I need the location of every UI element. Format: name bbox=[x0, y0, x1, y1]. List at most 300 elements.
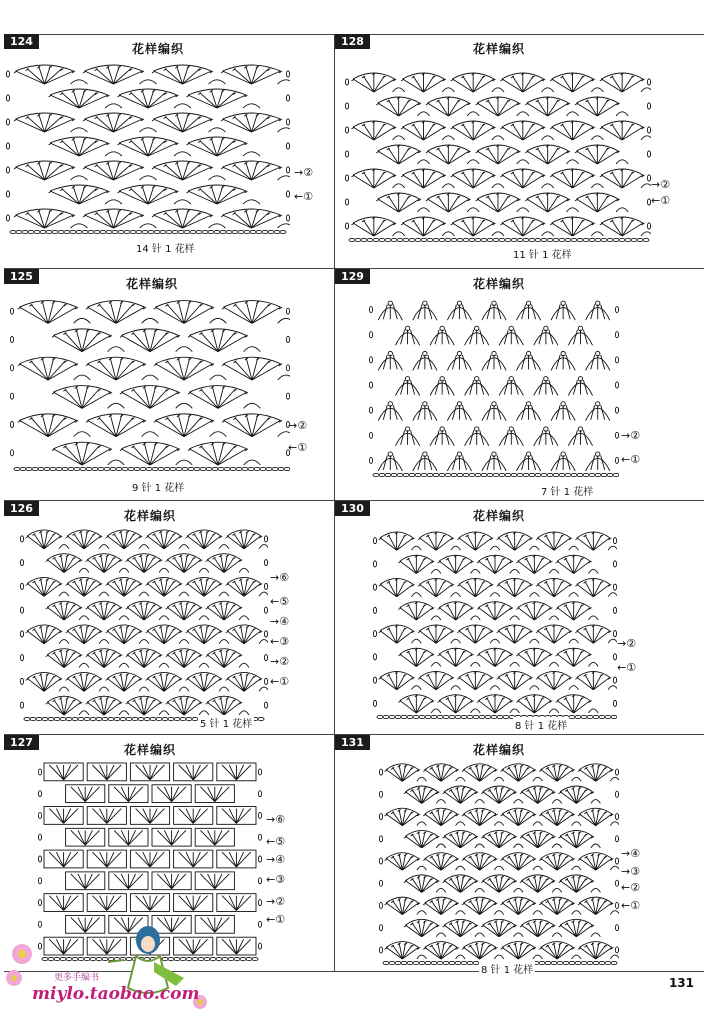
dc-stitch bbox=[223, 167, 252, 180]
dc-stitch bbox=[353, 79, 374, 92]
dc-stitch bbox=[49, 809, 63, 824]
dc-stitch bbox=[184, 420, 213, 436]
fan-arc bbox=[154, 113, 212, 119]
chain-stitch bbox=[40, 230, 46, 233]
dc-stitch bbox=[418, 455, 422, 470]
chain-stitch bbox=[108, 717, 114, 720]
dc-stitch bbox=[478, 561, 495, 573]
fan-arc bbox=[227, 672, 261, 678]
dc-stitch bbox=[107, 852, 114, 867]
turning-chain bbox=[345, 103, 348, 109]
chain-arch bbox=[79, 711, 89, 715]
dc-stitch bbox=[374, 124, 384, 140]
dc-stitch bbox=[150, 392, 179, 408]
chain-stitch bbox=[631, 238, 637, 241]
chain-arch bbox=[179, 640, 189, 644]
turning-chain bbox=[369, 432, 372, 438]
turning-chain bbox=[258, 856, 261, 862]
crochet-chart bbox=[335, 735, 619, 975]
row-label: →④ bbox=[621, 847, 641, 860]
chain-arch bbox=[510, 709, 520, 713]
dc-stitch bbox=[400, 561, 417, 573]
crochet-chart bbox=[335, 501, 617, 729]
chain-arch bbox=[140, 224, 157, 228]
dc-stitch bbox=[573, 79, 594, 92]
chain-arch bbox=[179, 545, 189, 549]
chain-stitch bbox=[449, 715, 455, 718]
chain-stitch bbox=[415, 238, 421, 241]
dc-stitch bbox=[183, 119, 212, 132]
chain-stitch bbox=[104, 467, 110, 470]
chain-stitch bbox=[272, 467, 278, 470]
dc-stitch bbox=[452, 305, 456, 320]
dc-stitch bbox=[100, 896, 107, 911]
chain-stitch bbox=[36, 717, 42, 720]
chain-stitch bbox=[463, 238, 469, 241]
chain-arch bbox=[533, 822, 542, 826]
dc-stitch bbox=[399, 199, 420, 212]
dc-stitch bbox=[601, 405, 605, 420]
dc-stitch bbox=[114, 71, 143, 84]
fan-arc bbox=[155, 414, 212, 421]
fan-arc bbox=[579, 853, 611, 859]
fan-arc bbox=[121, 442, 178, 449]
dc-stitch bbox=[498, 538, 515, 550]
chain-stitch bbox=[425, 961, 431, 964]
chain-stitch bbox=[148, 230, 154, 233]
chain-stitch bbox=[188, 467, 194, 470]
turning-chain bbox=[647, 223, 650, 229]
dc-stitch bbox=[107, 896, 121, 911]
chain-stitch bbox=[553, 238, 559, 241]
turning-chain bbox=[615, 791, 618, 797]
chain-stitch bbox=[152, 467, 158, 470]
fan-arc bbox=[425, 853, 457, 859]
dc-stitch bbox=[452, 175, 473, 188]
chain-arch bbox=[475, 844, 484, 848]
dc-stitch bbox=[554, 584, 571, 596]
fan-arc bbox=[521, 786, 553, 792]
dc-stitch bbox=[64, 852, 71, 867]
dc-stitch bbox=[424, 76, 434, 92]
dc-stitch bbox=[400, 654, 417, 666]
dc-stitch bbox=[119, 191, 148, 204]
chain-stitch bbox=[511, 473, 517, 476]
chain-stitch bbox=[529, 473, 535, 476]
dc-stitch bbox=[527, 103, 548, 116]
dc-stitch bbox=[85, 787, 92, 802]
chain-arch bbox=[259, 545, 268, 549]
chain-stitch bbox=[569, 961, 575, 964]
dc-stitch bbox=[518, 701, 535, 713]
turning-chain bbox=[369, 382, 372, 388]
dc-stitch bbox=[601, 127, 622, 140]
chain-arch bbox=[119, 711, 129, 715]
dc-stitch bbox=[188, 95, 217, 108]
dc-stitch bbox=[150, 896, 157, 911]
dc-stitch bbox=[573, 172, 583, 188]
dc-stitch bbox=[397, 538, 414, 550]
dc-stitch bbox=[462, 405, 466, 420]
dc-stitch bbox=[388, 581, 396, 596]
dc-stitch bbox=[143, 852, 150, 867]
dc-stitch bbox=[79, 191, 108, 204]
turning-chain bbox=[258, 878, 261, 884]
chain-arch bbox=[591, 184, 603, 188]
chain-stitch bbox=[487, 473, 493, 476]
panel-title: 花样编织 bbox=[132, 42, 185, 56]
chain-stitch bbox=[469, 473, 475, 476]
dc-stitch bbox=[583, 380, 587, 395]
dc-stitch bbox=[428, 535, 436, 550]
chain-arch bbox=[278, 128, 290, 132]
watermark-url: miylo.taobao.com bbox=[32, 984, 200, 1004]
chain-stitch bbox=[66, 717, 72, 720]
dc-stitch bbox=[506, 674, 514, 689]
turning-chain bbox=[613, 607, 616, 613]
chain-stitch bbox=[385, 238, 391, 241]
fan-arc bbox=[223, 357, 280, 364]
chain-stitch bbox=[132, 717, 138, 720]
chain-stitch bbox=[443, 961, 449, 964]
turning-chain bbox=[10, 422, 13, 428]
fan-arc bbox=[147, 530, 181, 536]
dc-stitch bbox=[577, 677, 594, 689]
chain-stitch bbox=[583, 473, 589, 476]
dc-stitch bbox=[447, 651, 455, 666]
dc-stitch bbox=[452, 127, 473, 140]
fan-arc bbox=[19, 414, 76, 421]
fan-arc bbox=[223, 161, 281, 167]
dc-stitch bbox=[380, 584, 397, 596]
fan-arc bbox=[47, 554, 81, 560]
turning-chain bbox=[6, 143, 9, 149]
fan-arc bbox=[27, 672, 61, 678]
dc-stitch bbox=[566, 305, 570, 320]
dc-stitch bbox=[480, 430, 484, 445]
turning-chain bbox=[613, 561, 616, 567]
chain-stitch bbox=[22, 230, 28, 233]
dc-stitch bbox=[223, 420, 252, 436]
chain-stitch bbox=[593, 961, 599, 964]
chain-stitch bbox=[250, 230, 256, 233]
dc-stitch bbox=[64, 809, 71, 824]
dc-stitch bbox=[49, 852, 63, 867]
dc-stitch bbox=[49, 765, 63, 780]
dc-stitch bbox=[504, 430, 508, 445]
chain-arch bbox=[210, 432, 227, 437]
dc-stitch bbox=[534, 561, 551, 573]
turning-chain bbox=[38, 878, 41, 884]
chain-stitch bbox=[391, 238, 397, 241]
turning-chain bbox=[38, 856, 41, 862]
dc-stitch bbox=[64, 765, 71, 780]
dc-stitch bbox=[552, 127, 573, 140]
dc-stitch bbox=[522, 455, 526, 470]
fan-arc bbox=[119, 137, 177, 143]
chain-stitch bbox=[16, 230, 22, 233]
chain-stitch bbox=[431, 715, 437, 718]
chain-stitch bbox=[164, 467, 170, 470]
dc-stitch bbox=[424, 127, 445, 140]
chain-arch bbox=[59, 545, 69, 549]
dc-stitch bbox=[208, 787, 215, 802]
chain-stitch bbox=[122, 467, 128, 470]
chain-arch bbox=[494, 866, 503, 870]
dc-stitch bbox=[566, 405, 570, 420]
chain-stitch bbox=[206, 467, 212, 470]
dc-stitch bbox=[445, 430, 449, 445]
dc-stitch bbox=[217, 143, 246, 156]
chain-arch bbox=[99, 592, 109, 596]
chain-stitch bbox=[220, 230, 226, 233]
chain-stitch bbox=[70, 230, 76, 233]
chain-arch bbox=[243, 104, 260, 108]
dc-stitch bbox=[539, 330, 543, 345]
dc-stitch bbox=[601, 175, 622, 188]
fan-arc bbox=[579, 942, 611, 948]
dc-stitch bbox=[512, 220, 522, 236]
dc-stitch bbox=[487, 405, 491, 420]
fan-arc bbox=[187, 577, 221, 583]
dc-stitch bbox=[539, 380, 543, 395]
dc-stitch bbox=[150, 765, 157, 780]
turning-chain bbox=[38, 812, 41, 818]
turning-chain bbox=[258, 769, 261, 775]
dc-stitch bbox=[601, 223, 622, 236]
dc-stitch bbox=[534, 701, 551, 713]
dc-stitch bbox=[452, 455, 456, 470]
turning-chain bbox=[369, 332, 372, 338]
dc-stitch bbox=[229, 809, 236, 824]
dc-stitch bbox=[252, 420, 281, 436]
dc-stitch bbox=[456, 561, 473, 573]
dc-stitch bbox=[150, 852, 164, 867]
dc-stitch bbox=[193, 896, 207, 911]
chain-stitch bbox=[246, 957, 252, 960]
chain-stitch bbox=[180, 717, 186, 720]
chain-stitch bbox=[605, 715, 611, 718]
chart-symbols bbox=[335, 34, 651, 252]
chain-arch bbox=[610, 911, 619, 915]
dc-stitch bbox=[597, 100, 607, 116]
dc-stitch bbox=[556, 455, 560, 470]
chain-arch bbox=[59, 687, 69, 691]
chain-arch bbox=[641, 88, 651, 92]
chain-stitch bbox=[421, 473, 427, 476]
dc-stitch bbox=[252, 215, 281, 228]
chain-stitch bbox=[258, 717, 264, 720]
fan-arc bbox=[560, 875, 592, 881]
dc-stitch bbox=[445, 380, 449, 395]
row-label: →② bbox=[651, 178, 671, 191]
dc-stitch bbox=[597, 151, 618, 164]
dc-stitch bbox=[150, 449, 179, 465]
dc-stitch bbox=[215, 917, 222, 932]
chain-stitch bbox=[545, 961, 551, 964]
chain-stitch bbox=[62, 467, 68, 470]
turning-chain bbox=[615, 407, 618, 413]
dc-stitch bbox=[193, 852, 200, 867]
chain-arch bbox=[451, 639, 461, 643]
chain-arch bbox=[591, 232, 603, 236]
dc-stitch bbox=[200, 874, 214, 889]
panel-number: 129 bbox=[335, 269, 370, 284]
fan-arc bbox=[425, 808, 457, 814]
dc-stitch bbox=[573, 124, 583, 140]
turning-chain bbox=[615, 925, 618, 931]
chain-arch bbox=[210, 375, 227, 380]
dc-stitch bbox=[85, 874, 99, 889]
chain-arch bbox=[517, 160, 529, 164]
dc-stitch bbox=[565, 605, 573, 620]
chain-stitch bbox=[377, 715, 383, 718]
chain-arch bbox=[492, 232, 504, 236]
chain-arch bbox=[572, 822, 581, 826]
chain-arch bbox=[199, 663, 209, 667]
chain-stitch bbox=[54, 717, 60, 720]
fan-arc bbox=[405, 830, 437, 836]
fan-arc bbox=[560, 919, 592, 925]
dc-stitch bbox=[622, 124, 632, 140]
chain-arch bbox=[641, 232, 651, 236]
dc-stitch bbox=[186, 765, 193, 780]
chain-arch bbox=[210, 318, 227, 323]
chain-stitch bbox=[140, 467, 146, 470]
chart-symbols bbox=[335, 501, 617, 729]
chain-stitch bbox=[242, 467, 248, 470]
dc-stitch bbox=[416, 608, 433, 620]
dc-stitch bbox=[128, 830, 142, 845]
dc-stitch bbox=[622, 79, 643, 92]
dc-stitch bbox=[222, 852, 236, 867]
chain-stitch bbox=[373, 238, 379, 241]
dc-stitch bbox=[552, 79, 573, 92]
chain-stitch bbox=[541, 473, 547, 476]
dc-stitch bbox=[193, 809, 200, 824]
dc-stitch bbox=[576, 151, 597, 164]
chain-arch bbox=[549, 616, 559, 620]
panel-125 bbox=[4, 269, 334, 500]
dc-stitch bbox=[534, 654, 551, 666]
dc-stitch bbox=[393, 455, 397, 470]
dc-stitch bbox=[473, 76, 483, 92]
dc-stitch bbox=[548, 103, 569, 116]
row-label: ←① bbox=[617, 661, 637, 674]
dc-stitch bbox=[92, 852, 106, 867]
chain-arch bbox=[159, 616, 169, 620]
chain-arch bbox=[471, 662, 481, 666]
dc-stitch bbox=[114, 830, 128, 845]
chain-arch bbox=[589, 616, 599, 620]
chain-stitch bbox=[619, 238, 625, 241]
chain-arch bbox=[490, 639, 500, 643]
turning-chain bbox=[647, 103, 650, 109]
dc-stitch bbox=[157, 830, 171, 845]
chain-arch bbox=[176, 347, 193, 352]
chain-arch bbox=[431, 709, 441, 713]
chain-stitch bbox=[565, 238, 571, 241]
repeat-caption: 5 针 1 花样 bbox=[198, 715, 254, 730]
dc-stitch bbox=[512, 124, 522, 140]
crochet-chart bbox=[4, 501, 268, 731]
dc-stitch bbox=[566, 355, 570, 370]
chain-stitch bbox=[535, 473, 541, 476]
dc-stitch bbox=[512, 172, 522, 188]
chart-symbols bbox=[4, 501, 268, 731]
chain-stitch bbox=[146, 467, 152, 470]
turning-chain bbox=[6, 191, 9, 197]
fan-arc bbox=[167, 649, 201, 655]
crochet-chart bbox=[335, 269, 619, 487]
chain-arch bbox=[572, 866, 581, 870]
chain-stitch bbox=[403, 473, 409, 476]
dc-stitch bbox=[186, 896, 193, 911]
dc-stitch bbox=[495, 701, 512, 713]
turning-chain bbox=[379, 836, 382, 842]
chain-stitch bbox=[64, 230, 70, 233]
dc-stitch bbox=[353, 223, 374, 236]
dc-stitch bbox=[462, 455, 466, 470]
turning-chain bbox=[264, 678, 267, 684]
dc-stitch bbox=[128, 874, 135, 889]
chain-arch bbox=[278, 375, 290, 380]
chain-stitch bbox=[44, 467, 50, 470]
dc-stitch bbox=[155, 364, 184, 380]
fan-arc bbox=[167, 601, 201, 607]
fan-arc bbox=[85, 209, 143, 215]
chain-arch bbox=[412, 686, 422, 690]
turning-chain bbox=[264, 560, 267, 566]
chain-stitch bbox=[499, 238, 505, 241]
dc-stitch bbox=[467, 581, 475, 596]
chain-stitch bbox=[469, 238, 475, 241]
chain-arch bbox=[608, 639, 617, 643]
dc-stitch bbox=[223, 364, 252, 380]
dc-stitch bbox=[188, 143, 217, 156]
chain-stitch bbox=[88, 230, 94, 233]
chain-stitch bbox=[601, 238, 607, 241]
dc-stitch bbox=[236, 939, 250, 954]
dc-stitch bbox=[478, 654, 495, 666]
fan-arc bbox=[386, 764, 418, 770]
chain-stitch bbox=[625, 238, 631, 241]
dc-stitch bbox=[497, 355, 501, 370]
dc-stitch bbox=[252, 167, 281, 180]
turning-chain bbox=[369, 457, 372, 463]
dc-stitch bbox=[439, 701, 456, 713]
chain-stitch bbox=[234, 957, 240, 960]
chain-arch bbox=[641, 184, 651, 188]
dc-stitch bbox=[403, 175, 424, 188]
dc-stitch bbox=[473, 124, 483, 140]
fan-arc bbox=[502, 897, 534, 903]
chain-arch bbox=[174, 104, 191, 108]
chain-arch bbox=[572, 955, 581, 959]
chain-stitch bbox=[409, 473, 415, 476]
chain-stitch bbox=[38, 467, 44, 470]
turning-chain bbox=[373, 677, 376, 683]
turning-chain bbox=[369, 307, 372, 313]
chain-stitch bbox=[551, 961, 557, 964]
chain-arch bbox=[119, 568, 129, 572]
chain-stitch bbox=[499, 473, 505, 476]
dc-stitch bbox=[374, 223, 395, 236]
chain-stitch bbox=[32, 467, 38, 470]
dc-stitch bbox=[413, 172, 423, 188]
dc-stitch bbox=[537, 677, 554, 689]
dc-stitch bbox=[448, 196, 458, 212]
